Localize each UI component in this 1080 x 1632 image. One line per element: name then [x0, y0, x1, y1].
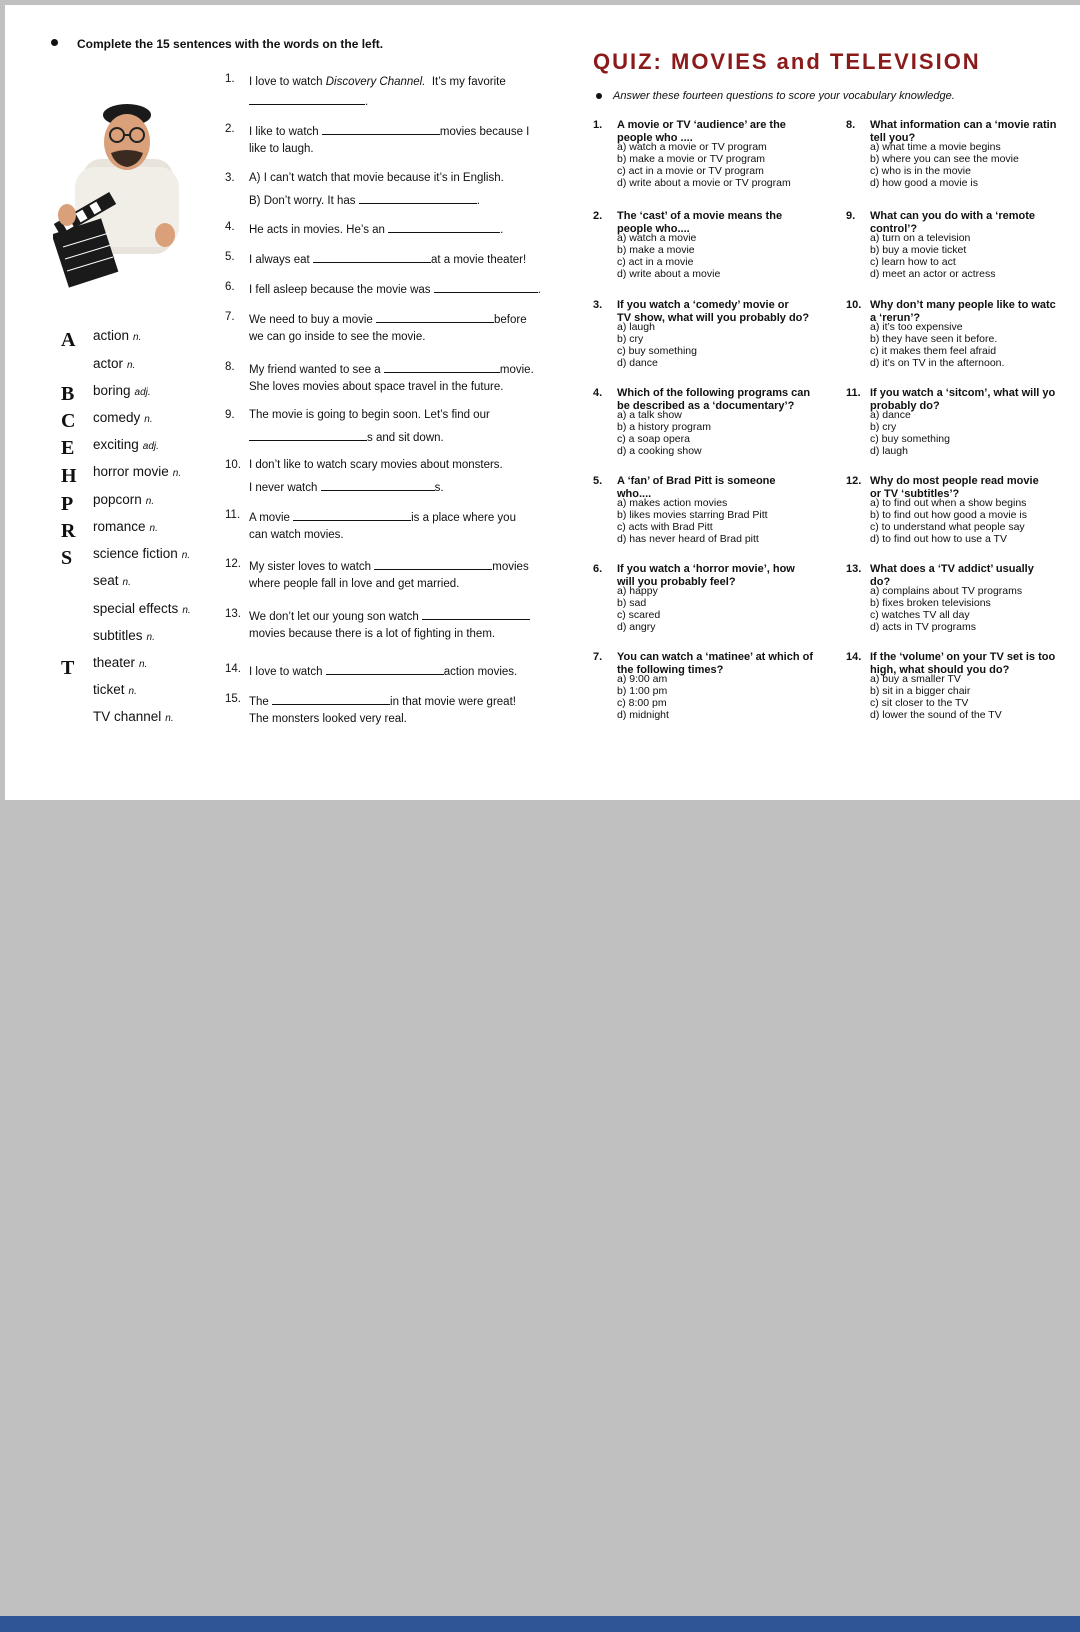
- word-bank-item: [93, 519, 158, 534]
- sentence-line: [249, 608, 530, 624]
- sentence-line: [249, 693, 516, 709]
- sentence-text: .: [365, 96, 369, 108]
- question-text: the following times?: [617, 664, 724, 676]
- sentence-text: Discovery Channel.: [325, 76, 426, 88]
- question-text: Why don’t many people like to watc: [870, 299, 1056, 311]
- answer-option[interactable]: d) write about a movie or TV program: [617, 177, 791, 189]
- sentence-line: [249, 558, 529, 574]
- question-text: A ‘fan’ of Brad Pitt is someone: [617, 475, 776, 487]
- question-number: 5.: [593, 475, 603, 487]
- word-bank-letter: A: [61, 329, 76, 351]
- answer-option[interactable]: c) who is in the movie: [870, 165, 971, 177]
- sentence-text: My friend wanted to see a: [249, 364, 381, 376]
- answer-blank[interactable]: [249, 93, 365, 105]
- answer-option[interactable]: d) has never heard of Brad pitt: [617, 533, 759, 545]
- answer-option[interactable]: d) dance: [617, 357, 658, 369]
- question-number: 6.: [593, 563, 603, 575]
- answer-blank[interactable]: [326, 663, 444, 675]
- word-bank-item: [93, 709, 174, 724]
- answer-blank[interactable]: [293, 509, 411, 521]
- quiz-question: [593, 651, 833, 741]
- question-number: 13.: [846, 563, 862, 575]
- sentence-text: where people fall in love and get married.: [249, 578, 460, 590]
- word-bank-item: [93, 628, 155, 643]
- question-number: 8.: [846, 119, 856, 131]
- answer-option[interactable]: b) to find out how good a movie is: [870, 509, 1028, 521]
- sentence-text: He acts in movies. He’s an: [249, 224, 385, 236]
- word-bank-letter: T: [61, 657, 75, 679]
- answer-option[interactable]: d) midnight: [617, 709, 669, 721]
- sentence-line: [249, 311, 527, 327]
- question-text: control’?: [870, 223, 918, 235]
- question-text: If you watch a ‘sitcom’, what will yo: [870, 387, 1056, 399]
- sentence-text: in that movie were great!: [390, 696, 516, 708]
- sentence-text: s and sit down.: [367, 432, 444, 444]
- sentence-item: [225, 361, 555, 395]
- sentence-item: [225, 459, 555, 493]
- answer-option[interactable]: b) sad: [617, 597, 647, 609]
- answer-option[interactable]: c) to understand what people say: [870, 521, 1025, 533]
- answer-option[interactable]: b) they have seen it before.: [870, 333, 998, 345]
- sentence-line: [249, 331, 425, 344]
- sentence-number: 4.: [225, 221, 235, 233]
- question-text: will you probably feel?: [617, 576, 736, 588]
- question-text: who....: [617, 488, 652, 500]
- answer-option[interactable]: b) 1:00 pm: [617, 685, 668, 697]
- quiz-question: [846, 651, 1080, 741]
- answer-option[interactable]: b) make a movie or TV program: [617, 153, 766, 165]
- sentence-line: [249, 123, 529, 139]
- word-bank-word: subtitles: [93, 628, 143, 643]
- sentence-text: The: [249, 696, 269, 708]
- word-bank-word: action: [93, 328, 130, 343]
- answer-option[interactable]: a) makes action movies: [617, 497, 728, 509]
- word-bank-word: theater: [93, 655, 136, 670]
- sentence-text: She loves movies about space travel in the future.: [249, 381, 504, 393]
- sentence-line: [249, 578, 459, 591]
- sentence-item: [225, 172, 555, 206]
- sentence-item: [225, 409, 555, 443]
- sentence-text: B) Don’t worry. It has: [249, 195, 356, 207]
- word-bank-item: [93, 328, 141, 343]
- sentence-text: I love to watch: [249, 666, 323, 678]
- answer-blank[interactable]: [321, 479, 435, 491]
- question-number: 10.: [846, 299, 862, 311]
- sentence-number: 10.: [225, 459, 241, 471]
- answer-option[interactable]: a) a talk show: [617, 409, 682, 421]
- sentence-item: [225, 558, 555, 592]
- bullet-icon: [51, 39, 58, 46]
- answer-option[interactable]: b) cry: [870, 421, 897, 433]
- question-number: 4.: [593, 387, 603, 399]
- answer-option[interactable]: b) a history program: [617, 421, 711, 433]
- answer-blank[interactable]: [384, 361, 500, 373]
- word-bank-part-of-speech: n.: [145, 496, 155, 507]
- word-bank-item: [93, 573, 131, 588]
- sentence-text: A) I can’t watch that movie because it’s in English.: [249, 172, 504, 184]
- question-number: 9.: [846, 210, 856, 222]
- answer-option[interactable]: a) buy a smaller TV: [870, 673, 961, 685]
- sentence-number: 7.: [225, 311, 235, 323]
- answer-option[interactable]: d) laugh: [870, 445, 908, 457]
- answer-option[interactable]: b) buy a movie ticket: [870, 244, 967, 256]
- sentence-text: action movies.: [443, 666, 518, 678]
- quiz-question: [846, 299, 1080, 389]
- word-bank-item: [93, 410, 153, 425]
- answer-blank[interactable]: [322, 123, 440, 135]
- word-bank-part-of-speech: n.: [146, 632, 155, 643]
- word-bank-letter: B: [61, 383, 75, 405]
- answer-option[interactable]: c) buy something: [617, 345, 697, 357]
- question-text: a ‘rerun’?: [870, 312, 921, 324]
- sentence-text: we can go inside to see the movie.: [249, 331, 426, 343]
- answer-blank[interactable]: [422, 608, 530, 620]
- sentence-item: [225, 311, 555, 345]
- answer-option[interactable]: d) lower the sound of the TV: [870, 709, 1002, 721]
- sentence-text: The movie is going to begin soon. Let’s find our: [249, 409, 490, 421]
- answer-option[interactable]: a) happy: [617, 585, 658, 597]
- question-text: The ‘cast’ of a movie means the: [617, 210, 783, 222]
- answer-option[interactable]: d) it’s on TV in the afternoon.: [870, 357, 1005, 369]
- sentence-text: movies because there is a lot of fighting in them.: [249, 628, 496, 640]
- sentence-text: A movie: [249, 512, 290, 524]
- answer-option[interactable]: a) laugh: [617, 321, 655, 333]
- question-text: or TV ‘subtitles’?: [870, 488, 960, 500]
- sentence-text: at a movie theater!: [430, 254, 527, 266]
- word-bank-letter: R: [61, 520, 76, 542]
- quiz-title: QUIZ: MOVIES and TELEVISION: [593, 49, 981, 74]
- word-bank-letter: C: [61, 410, 76, 432]
- answer-option[interactable]: d) a cooking show: [617, 445, 702, 457]
- sentence-text: I never watch: [249, 482, 318, 494]
- answer-option[interactable]: d) how good a movie is: [870, 177, 978, 189]
- quiz-question: [846, 119, 1080, 209]
- answer-option[interactable]: d) angry: [617, 621, 656, 633]
- word-bank-word: actor: [93, 356, 124, 371]
- word-bank-word: TV channel: [93, 709, 162, 724]
- answer-blank[interactable]: [374, 558, 492, 570]
- sentence-number: 9.: [225, 409, 235, 421]
- quiz-question: [593, 210, 833, 300]
- answer-option[interactable]: b) likes movies starring Brad Pitt: [617, 509, 768, 521]
- sentence-text: can watch movies.: [249, 529, 344, 541]
- answer-blank[interactable]: [434, 281, 538, 293]
- question-text: What information can a ‘movie ratin: [870, 119, 1057, 131]
- question-text: people who....: [617, 223, 690, 235]
- question-text: Why do most people read movie: [870, 475, 1039, 487]
- answer-option[interactable]: c) it makes them feel afraid: [870, 345, 997, 357]
- word-bank-part-of-speech: n.: [122, 577, 131, 588]
- sentence-line: [249, 429, 444, 445]
- word-bank-word: exciting: [93, 437, 139, 452]
- director-with-clapperboard-illustration: [53, 97, 193, 297]
- word-bank-item: [93, 546, 190, 561]
- sentence-number: 1.: [225, 73, 235, 85]
- sentence-number: 2.: [225, 123, 235, 135]
- sentence-item: [225, 693, 555, 727]
- sentence-line: [249, 479, 444, 495]
- answer-option[interactable]: a) watch a movie or TV program: [617, 141, 767, 153]
- answer-option[interactable]: c) scared: [617, 609, 661, 621]
- word-bank-letter: E: [61, 437, 75, 459]
- word-bank-word: ticket: [93, 682, 125, 697]
- question-text: You can watch a ‘matinee’ at which of: [617, 651, 814, 663]
- answer-option[interactable]: b) where you can see the movie: [870, 153, 1019, 165]
- answer-option[interactable]: a) watch a movie: [617, 232, 697, 244]
- sentence-text: I like to watch: [249, 126, 319, 138]
- question-text: What does a ‘TV addict’ usually: [870, 563, 1034, 575]
- sentence-text: My sister loves to watch: [249, 561, 372, 573]
- word-bank-item: [93, 383, 151, 398]
- question-text: Which of the following programs can: [617, 387, 811, 399]
- sentence-line: [249, 73, 506, 89]
- answer-option[interactable]: a) it’s too expensive: [870, 321, 963, 333]
- sentence-text: I fell asleep because the movie was: [249, 284, 431, 296]
- question-text: high, what should you do?: [870, 664, 1010, 676]
- answer-option[interactable]: d) acts in TV programs: [870, 621, 977, 633]
- sentence-line: [249, 381, 503, 394]
- word-bank-word: science fiction: [93, 546, 178, 561]
- sentence-line: [249, 281, 541, 297]
- sentence-line: [249, 251, 526, 267]
- answer-option[interactable]: b) fixes broken televisions: [870, 597, 991, 609]
- word-bank-letter: P: [61, 493, 74, 515]
- answer-option[interactable]: c) buy something: [870, 433, 950, 445]
- sentence-text: I don’t like to watch scary movies about monsters.: [249, 459, 503, 471]
- question-text: If you watch a ‘horror movie’, how: [617, 563, 795, 575]
- word-bank-item: [93, 356, 135, 371]
- sentence-line: [249, 663, 517, 679]
- sentence-line: [249, 529, 344, 542]
- quiz-question: [846, 210, 1080, 300]
- sentence-line: [249, 628, 495, 641]
- sentence-text: I love to watch: [249, 76, 326, 88]
- word-bank-part-of-speech: n.: [128, 686, 137, 697]
- word-bank-word: horror movie: [93, 464, 169, 479]
- answer-option[interactable]: b) cry: [617, 333, 644, 345]
- answer-blank[interactable]: [249, 429, 367, 441]
- sentence-number: 3.: [225, 172, 235, 184]
- sentence-line: [249, 459, 503, 472]
- sentence-item: [225, 281, 555, 315]
- answer-option[interactable]: a) to find out when a show begins: [870, 497, 1027, 509]
- word-bank-item: [93, 655, 147, 670]
- question-number: 7.: [593, 651, 603, 663]
- answer-option[interactable]: a) turn on a television: [870, 232, 971, 244]
- answer-option[interactable]: b) make a movie: [617, 244, 695, 256]
- answer-option[interactable]: c) sit closer to the TV: [870, 697, 969, 709]
- sentence-text: movies because I: [439, 126, 530, 138]
- word-bank-part-of-speech: n.: [127, 360, 136, 371]
- answer-option[interactable]: c) a soap opera: [617, 433, 690, 445]
- answer-option[interactable]: a) complains about TV programs: [870, 585, 1023, 597]
- sentence-text: We need to buy a movie: [249, 314, 373, 326]
- word-bank-part-of-speech: adj.: [142, 441, 159, 452]
- answer-blank[interactable]: [272, 693, 390, 705]
- sentence-number: 5.: [225, 251, 235, 263]
- quiz-subtitle: Answer these fourteen questions to score your vocabulary knowledge.: [613, 90, 955, 102]
- question-number: 2.: [593, 210, 603, 222]
- sentence-text: It’s my favorite: [428, 76, 506, 88]
- word-bank-letter: S: [61, 547, 73, 569]
- answer-option[interactable]: a) what time a movie begins: [870, 141, 1001, 153]
- sentence-item: [225, 509, 555, 543]
- question-number: 3.: [593, 299, 603, 311]
- instructions: Complete the 15 sentences with the words on the left.: [77, 37, 384, 51]
- sentence-number: 13.: [225, 608, 241, 620]
- answer-blank[interactable]: [313, 251, 431, 263]
- answer-option[interactable]: d) to find out how to use a TV: [870, 533, 1007, 545]
- quiz-question: [593, 475, 833, 565]
- quiz-question: [846, 563, 1080, 653]
- bullet-icon: [596, 93, 602, 99]
- sentence-text: like to laugh.: [249, 143, 314, 155]
- worksheet-page: [5, 5, 1080, 800]
- question-number: 12.: [846, 475, 862, 487]
- question-text: do?: [870, 576, 891, 588]
- quiz-question: [593, 299, 833, 389]
- answer-option[interactable]: c) watches TV all day: [870, 609, 970, 621]
- sentence-number: 8.: [225, 361, 235, 373]
- word-bank-part-of-speech: n.: [172, 468, 182, 479]
- word-bank-part-of-speech: n.: [133, 332, 142, 343]
- word-bank-word: romance: [93, 519, 146, 534]
- word-bank-item: [93, 464, 181, 479]
- sentence-line: [249, 221, 503, 237]
- question-text: probably do?: [870, 400, 940, 412]
- quiz-question: [846, 475, 1080, 565]
- word-bank-item: [93, 492, 154, 507]
- sentence-line: [249, 192, 480, 208]
- quiz-question: [593, 119, 833, 209]
- sentence-text: .: [500, 224, 504, 236]
- sentence-text: I always eat: [249, 254, 310, 266]
- sentence-item: [225, 608, 555, 642]
- answer-option[interactable]: a) 9:00 am: [617, 673, 668, 685]
- quiz-question: [846, 387, 1080, 477]
- question-text: If the ‘volume’ on your TV set is too: [870, 651, 1056, 663]
- sentence-text: movies: [492, 561, 529, 573]
- sentence-text: .: [537, 284, 541, 296]
- answer-option[interactable]: c) acts with Brad Pitt: [617, 521, 713, 533]
- sentence-line: [249, 713, 407, 726]
- sentence-number: 6.: [225, 281, 235, 293]
- word-bank-item: [93, 601, 191, 616]
- sentence-line: [249, 172, 504, 185]
- question-text: people who ....: [617, 132, 693, 144]
- question-text: If you watch a ‘comedy’ movie or: [617, 299, 789, 311]
- sentence-item: [225, 251, 555, 285]
- sentence-number: 15.: [225, 693, 241, 705]
- sentence-text: s.: [434, 482, 444, 494]
- word-bank-word: popcorn: [93, 492, 142, 507]
- question-text: TV show, what will you probably do?: [617, 312, 810, 324]
- answer-option[interactable]: b) sit in a bigger chair: [870, 685, 971, 697]
- sentence-line: [249, 509, 516, 525]
- sentence-item: [225, 663, 555, 697]
- word-bank-item: [93, 437, 159, 452]
- word-bank-item: [93, 682, 137, 697]
- quiz-question: [593, 387, 833, 477]
- word-bank-part-of-speech: n.: [182, 605, 191, 616]
- answer-blank[interactable]: [376, 311, 494, 323]
- sentence-text: We don’t let our young son watch: [249, 611, 419, 623]
- answer-option[interactable]: d) meet an actor or actress: [870, 268, 996, 280]
- sentence-line: [249, 361, 534, 377]
- sentence-item: [225, 221, 555, 255]
- sentence-line: [249, 409, 490, 422]
- question-number: 11.: [846, 387, 861, 399]
- sentence-line: [249, 143, 314, 156]
- question-text: be described as a ‘documentary’?: [617, 400, 795, 412]
- word-bank-part-of-speech: adj.: [134, 387, 151, 398]
- question-number: 1.: [593, 119, 603, 131]
- answer-option[interactable]: c) 8:00 pm: [617, 697, 667, 709]
- answer-option[interactable]: c) act in a movie or TV program: [617, 165, 764, 177]
- sentence-text: movie.: [499, 364, 534, 376]
- question-text: What can you do with a ‘remote: [870, 210, 1036, 222]
- sentence-text: before: [494, 314, 527, 326]
- word-bank-part-of-speech: n.: [149, 523, 158, 534]
- sentence-text: .: [476, 195, 480, 207]
- question-text: A movie or TV ‘audience’ are the: [617, 119, 786, 131]
- bottom-bar: [0, 1616, 1080, 1632]
- question-number: 14.: [846, 651, 862, 663]
- sentence-line: [249, 93, 368, 109]
- word-bank-word: seat: [93, 573, 119, 588]
- sentence-text: The monsters looked very real.: [249, 713, 407, 725]
- sentence-number: 14.: [225, 663, 241, 675]
- answer-option[interactable]: c) act in a movie: [617, 256, 694, 268]
- answer-option[interactable]: a) dance: [870, 409, 911, 421]
- sentence-item: [225, 73, 555, 107]
- word-bank-letter: H: [61, 465, 77, 487]
- quiz-question: [593, 563, 833, 653]
- sentence-text: is a place where you: [411, 512, 516, 524]
- word-bank-word: special effects: [93, 601, 179, 616]
- word-bank-part-of-speech: n.: [139, 659, 148, 670]
- answer-option[interactable]: c) learn how to act: [870, 256, 956, 268]
- word-bank-part-of-speech: n.: [181, 550, 191, 561]
- answer-option[interactable]: d) write about a movie: [617, 268, 721, 280]
- sentence-item: [225, 123, 555, 157]
- word-bank-word: boring: [93, 383, 131, 398]
- word-bank-word: comedy: [93, 410, 141, 425]
- answer-blank[interactable]: [388, 221, 500, 233]
- sentence-number: 11.: [225, 509, 241, 521]
- answer-blank[interactable]: [359, 192, 477, 204]
- sentence-number: 12.: [225, 558, 241, 570]
- word-bank-part-of-speech: n.: [144, 414, 153, 425]
- word-bank-part-of-speech: n.: [165, 713, 174, 724]
- question-text: tell you?: [870, 132, 916, 144]
